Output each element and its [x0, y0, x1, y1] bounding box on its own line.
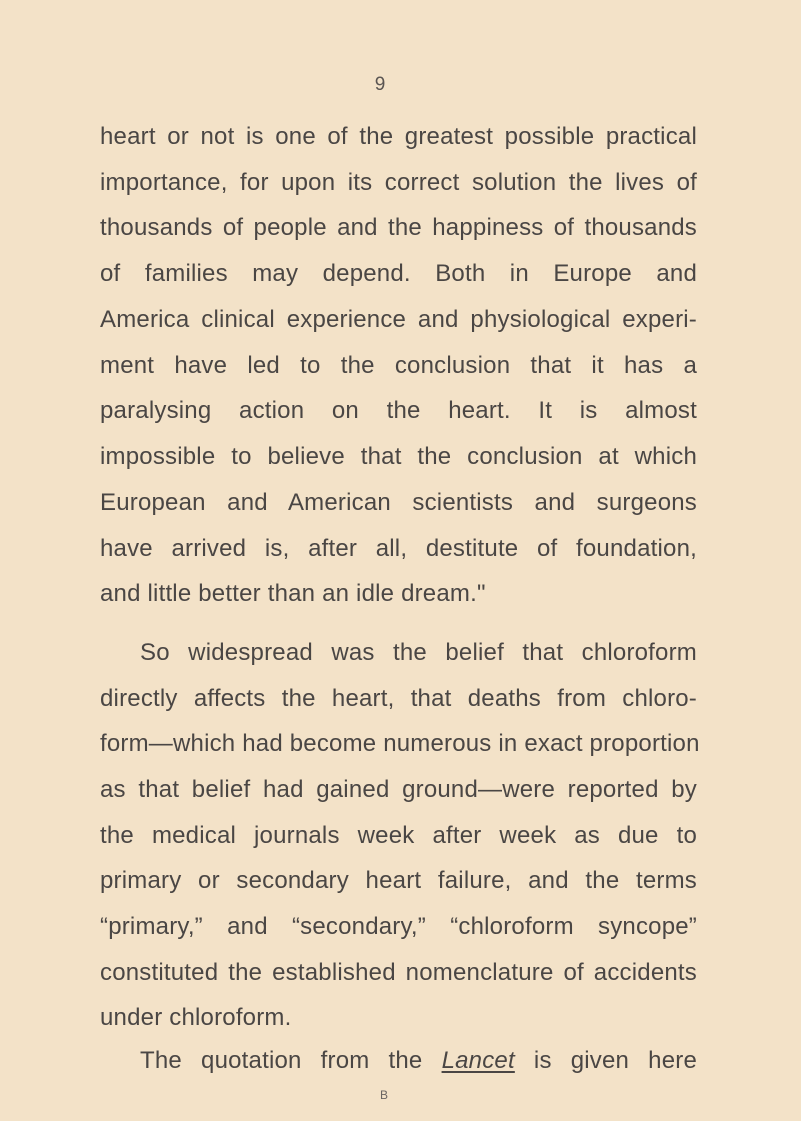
text-line-20: under chloroform. [100, 1004, 292, 1031]
text-line-7: paralysing action on the heart. It is almost [100, 397, 697, 424]
text-line-19: constituted the established nomenclature of accidents [100, 959, 697, 986]
text-line-1: heart or not is one of the greatest possible practical [100, 123, 697, 150]
text-line-5: America clinical experience and physiological experi- [100, 306, 697, 333]
text-line-4: of families may depend. Both in Europe and [100, 260, 697, 287]
text-line-21 [140, 1046, 697, 1076]
text-line-2: importance, for upon its correct solution the lives of [100, 169, 697, 196]
text-line-17: primary or secondary heart failure, and the terms [100, 867, 697, 894]
text-line-11: and little better than an idle dream." [100, 580, 486, 607]
text-line-13: directly affects the heart, that deaths from chloro- [100, 685, 697, 712]
text-line-15: as that belief had gained ground—were reported by [100, 776, 697, 803]
text-line-12: So widespread was the belief that chloroform [140, 639, 697, 666]
text-line-8: impossible to believe that the conclusion at which [100, 443, 697, 470]
text-line-10: have arrived is, after all, destitute of foundation, [100, 535, 697, 562]
text-line-9: European and American scientists and surgeons [100, 489, 697, 516]
text-segment-after: is given here [533, 1047, 697, 1074]
signature-mark: B [380, 1088, 389, 1102]
text-line-6: ment have led to the conclusion that it has a [100, 352, 697, 379]
text-line-18: “primary,” and “secondary,” “chloroform syncope” [100, 913, 697, 940]
page-number: 9 [374, 74, 386, 95]
text-line-14: form—which had become numerous in exact proportion [100, 730, 700, 757]
text-line-3: thousands of people and the happiness of thousands [100, 214, 697, 241]
text-line-16: the medical journals week after week as due to [100, 822, 697, 849]
text-segment-before: The quotation from the [140, 1047, 423, 1074]
journal-title: Lancet [441, 1047, 515, 1074]
